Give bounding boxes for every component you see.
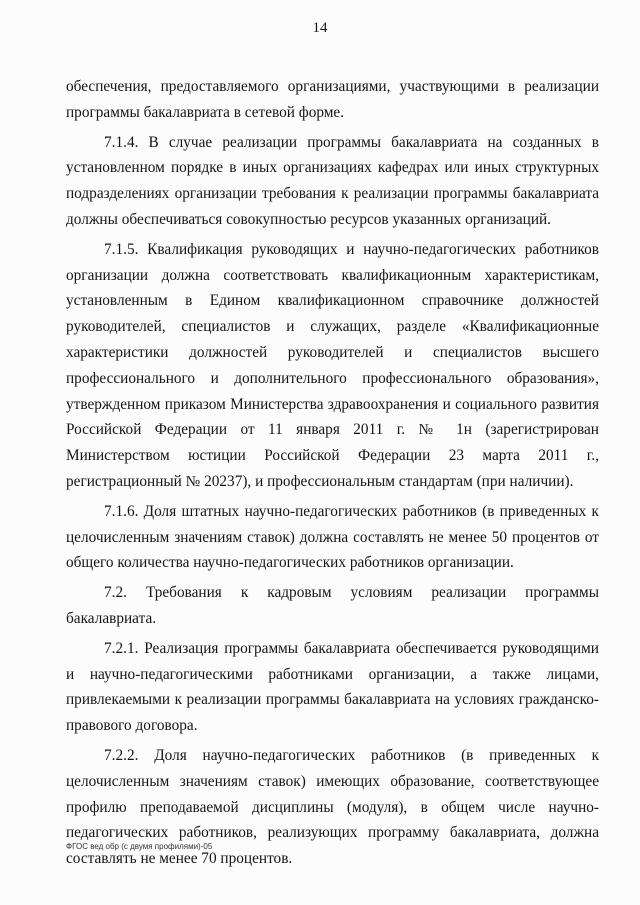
paragraph-7-1-4: 7.1.4. В случае реализации программы бакалавриата на созданных в установленном порядке в иных организациях кафедрах или иных структурных подразделениях организации требования к реализации программы бакалавриата должны обеспечиваться совокупностью ресурсов указанных организаций. <box>66 133 599 228</box>
page-number: 14 <box>312 20 328 36</box>
paragraph-continuation: обеспечения, предоставляемого организациями, участвующими в реализации программы бакалавриата в сетевой форме. <box>66 78 599 121</box>
paragraph-7-2-2: 7.2.2. Доля научно-педагогических работников (в приведенных к целочисленным значениям ставок) имеющих образование, соответствующее профилю преподаваемой дисциплины (модуля), в общем числе научно-педагогических работников, реализующих программу бакалавриата, должна составлять не менее 70 процентов. <box>66 746 599 868</box>
footer-file-label: ФГОС вед обр (с двумя профилями)-05 <box>66 842 213 851</box>
document-body <box>66 74 599 876</box>
paragraph-7-2-1: 7.2.1. Реализация программы бакалавриата обеспечивается руководящими и научно-педагогическими работниками организации, а также лицами, привлекаемыми к реализации программы бакалавриата на условиях гражданско-правового договора. <box>66 639 599 735</box>
paragraph-7-1-6: 7.1.6. Доля штатных научно-педагогических работников (в приведенных к целочисленным значениям ставок) должна составлять не менее 50 процентов от общего количества научно-педагогических работников организации. <box>66 502 599 572</box>
paragraph-7-2: 7.2. Требования к кадровым условиям реализации программы бакалавриата. <box>66 584 599 627</box>
paragraph-7-1-5: 7.1.5. Квалификация руководящих и научно-педагогических работников организации должна соответствовать квалификационным характеристикам, установленным в Едином квалификационном справочнике должностей руководителей, специалистов и служащих, разделе «Квалификационные характеристики должностей руководителей и специалистов высшего профессионального и дополнительного профессионального образования», утвержденном приказом Министерства здравоохранения и социального развития Российской Федерации от 11 января 2011 г. № 1н (зарегистрирован Министерством юстиции Российской Федерации 23 марта 2011 г., регистрационный № 20237), и профессиональным стандартам (при наличии). <box>66 240 599 490</box>
